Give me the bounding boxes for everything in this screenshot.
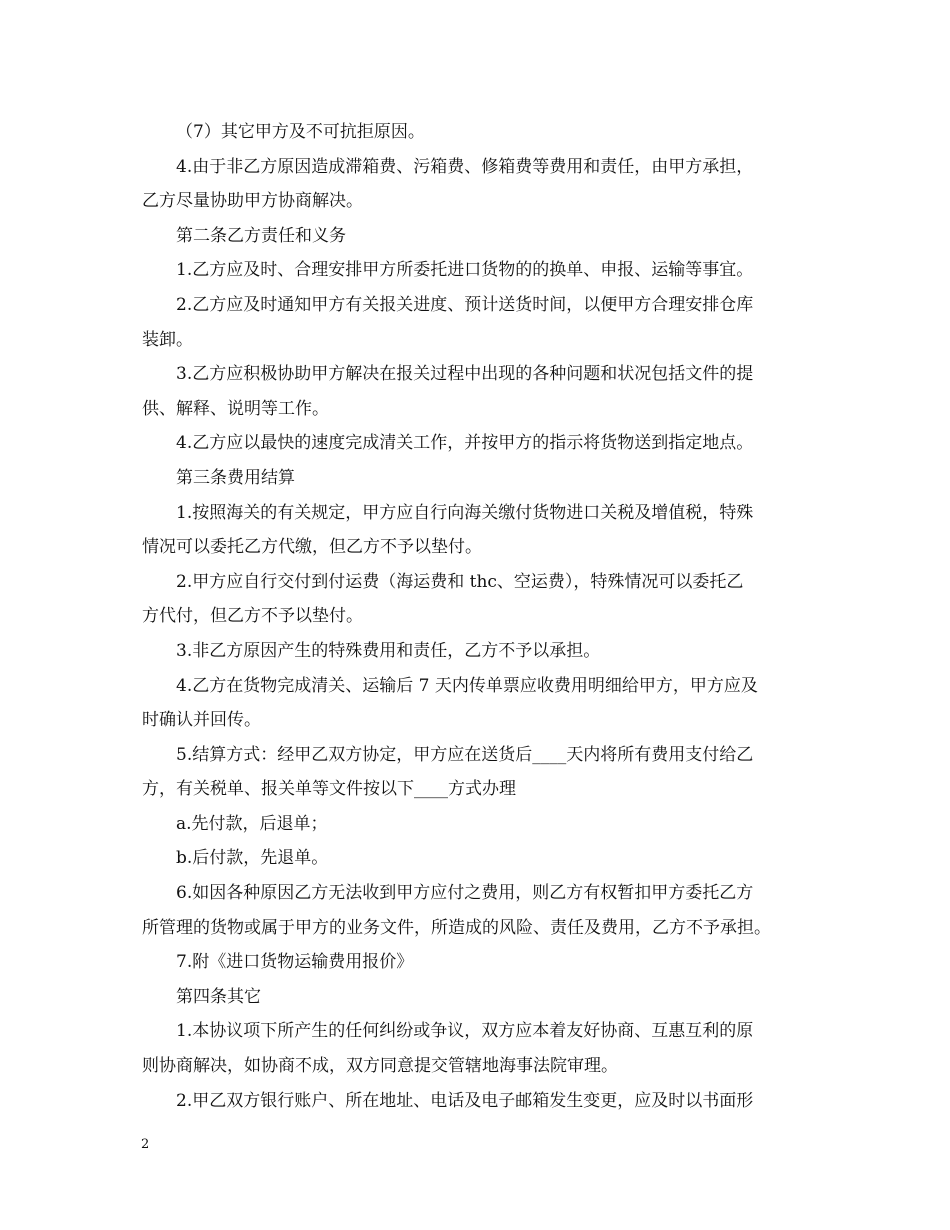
text-line: 则协商解决，如协商不成，双方同意提交管辖地海事法院审理。 bbox=[142, 1056, 618, 1077]
text-line: b.后付款，先退单。 bbox=[176, 848, 329, 869]
text-line: 情况可以委托乙方代缴，但乙方不予以垫付。 bbox=[142, 537, 482, 558]
text-line: 4.乙方应以最快的速度完成清关工作，并按甲方的指示将货物送到指定地点。 bbox=[176, 433, 754, 454]
text-line: 第四条其它 bbox=[176, 986, 261, 1007]
text-line: 供、解释、说明等工作。 bbox=[142, 398, 329, 419]
text-line: 3.非乙方原因产生的特殊费用和责任，乙方不予以承担。 bbox=[176, 640, 601, 661]
text-line: 时确认并回传。 bbox=[142, 710, 261, 731]
document-body bbox=[142, 115, 822, 1118]
text-line: 装卸。 bbox=[142, 329, 193, 350]
text-line: 第三条费用结算 bbox=[176, 467, 295, 488]
text-line: 2.甲乙双方银行账户、所在地址、电话及电子邮箱发生变更，应及时以书面形 bbox=[176, 1090, 754, 1111]
text-line: 第二条乙方责任和义务 bbox=[176, 225, 346, 246]
text-line: （7）其它甲方及不可抗拒原因。 bbox=[176, 122, 425, 142]
text-line: 2.乙方应及时通知甲方有关报关进度、预计送货时间，以便甲方合理安排仓库 bbox=[176, 294, 754, 315]
text-line: 4.由于非乙方原因造成滞箱费、污箱费、修箱费等费用和责任，由甲方承担， bbox=[176, 156, 754, 177]
text-line: 5.结算方式：经甲乙双方协定，甲方应在送货后____天内将所有费用支付给乙 bbox=[176, 744, 754, 765]
text-line: 6.如因各种原因乙方无法收到甲方应付之费用，则乙方有权暂扣甲方委托乙方 bbox=[176, 883, 754, 904]
text-line: 7.附《进口货物运输费用报价》 bbox=[176, 952, 414, 973]
text-line: 2.甲方应自行交付到付运费（海运费和 thc、空运费），特殊情况可以委托乙 bbox=[176, 571, 744, 592]
text-line: 1.本协议项下所产生的任何纠纷或争议，双方应本着友好协商、互惠互利的原 bbox=[176, 1021, 754, 1042]
text-line: 1.按照海关的有关规定，甲方应自行向海关缴付货物进口关税及增值税，特殊 bbox=[176, 502, 754, 523]
text-line: 1.乙方应及时、合理安排甲方所委托进口货物的的换单、申报、运输等事宜。 bbox=[176, 260, 754, 281]
page-number: 2 bbox=[141, 1137, 150, 1152]
text-line: 3.乙方应积极协助甲方解决在报关过程中出现的各种问题和状况包括文件的提 bbox=[176, 364, 754, 385]
text-line: a.先付款，后退单； bbox=[176, 813, 328, 834]
text-line: 乙方尽量协助甲方协商解决。 bbox=[142, 191, 363, 212]
text-line: 4.乙方在货物完成清关、运输后 7 天内传单票应收费用明细给甲方，甲方应及 bbox=[176, 675, 758, 696]
text-line: 所管理的货物或属于甲方的业务文件，所造成的风险、责任及费用，乙方不予承担。 bbox=[142, 917, 771, 938]
text-line: 方，有关税单、报关单等文件按以下____方式办理 bbox=[142, 779, 516, 800]
text-line: 方代付，但乙方不予以垫付。 bbox=[142, 606, 363, 627]
